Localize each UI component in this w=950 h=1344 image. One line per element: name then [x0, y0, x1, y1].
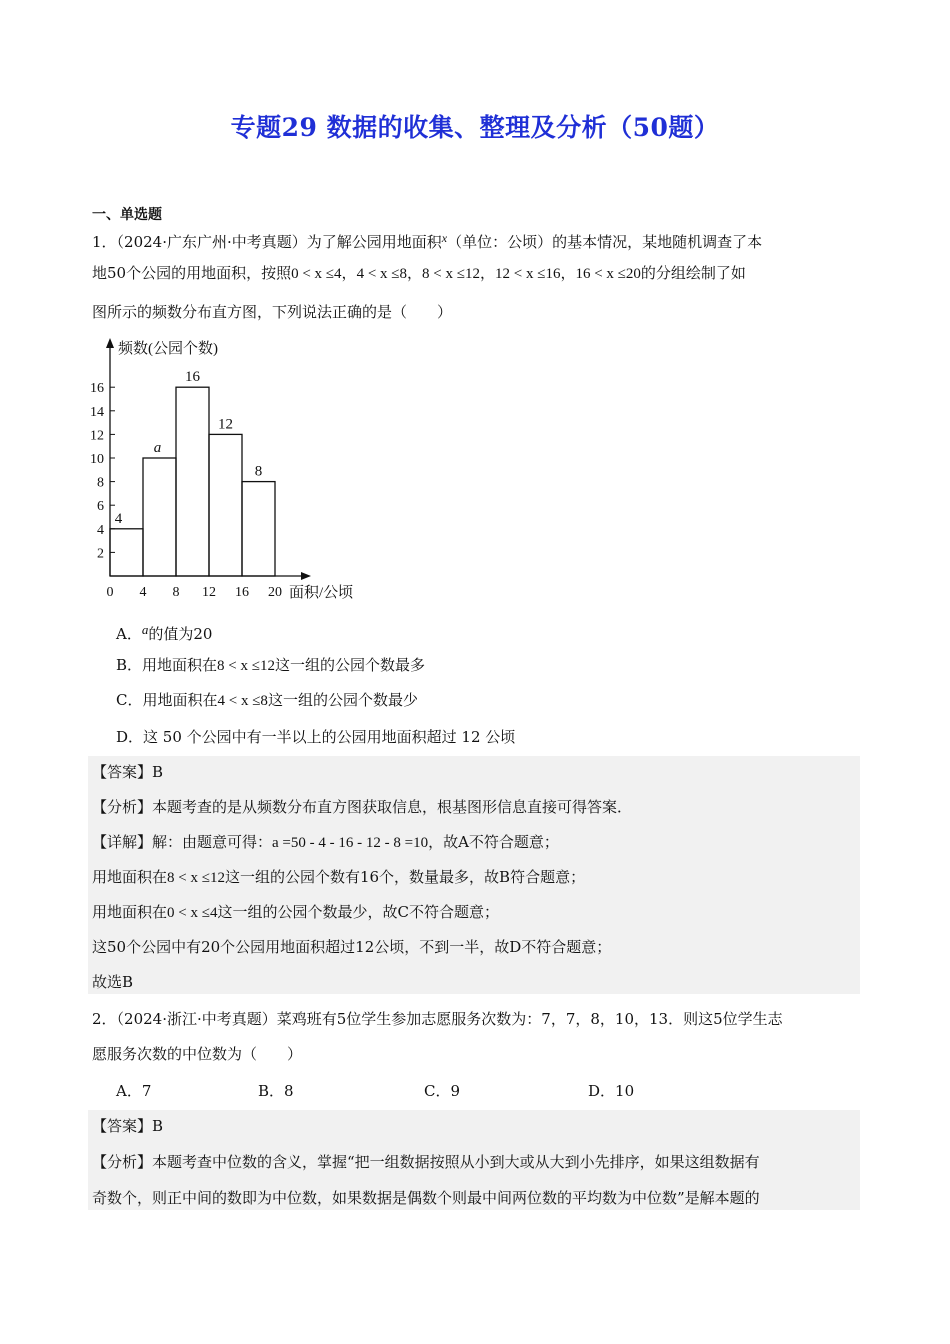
q2-option-b: B．8 — [258, 1082, 294, 1100]
x-tick-label: 16 — [235, 585, 249, 600]
bar-label: 4 — [114, 510, 123, 527]
x-axis-label: 面积/公顷 — [289, 585, 354, 601]
y-tick-label: 4 — [97, 522, 104, 538]
analysis-1: 【分析】本题考查的是从频数分布直方图获取信息，根基图形信息直接可得答案． — [92, 798, 633, 816]
x-tick-label: 0 — [106, 585, 114, 600]
x-tick-label: 20 — [268, 585, 282, 600]
q2-line2: 愿服务次数的中位数为（ ） — [92, 1045, 303, 1063]
q1-line3: 图所示的频数分布直方图，下列说法正确的是（ ） — [92, 303, 453, 321]
q1-line2: 地50个公园的用地面积，按照0 < x ≤4，4 < x ≤8，8 < x ≤12，12 < x ≤16，16 < x ≤20的分组绘制了如 — [92, 264, 746, 282]
analysis-2-line2: 奇数个，则正中间的数即为中位数，如果数据是偶数个则最中间两位数的平均数为中位数”是解本题的 — [92, 1189, 760, 1207]
y-tick-label: 8 — [97, 475, 104, 491]
option-a: A．a的值为20 — [116, 622, 213, 643]
range-5: 16 < x ≤20 — [575, 266, 641, 282]
bar-label: 16 — [185, 369, 200, 386]
detail-2: 用地面积在8 < x ≤12这一组的公园个数有16个，数量最多，故B符合题意； — [92, 868, 586, 886]
range-1: 0 < x ≤4 — [291, 266, 342, 282]
bar-label: 8 — [254, 463, 263, 480]
bar-label: 12 — [218, 416, 233, 433]
x-tick-label: 12 — [202, 585, 216, 600]
section-heading: 一、单选题 — [92, 207, 162, 223]
y-axis-arrow — [106, 338, 114, 348]
y-tick-label: 16 — [90, 381, 104, 397]
y-axis-label: 频数(公园个数) — [118, 341, 218, 357]
q2-option-c: C．9 — [424, 1082, 461, 1100]
detail-formula: a =50 - 4 - 16 - 12 - 8 =10 — [272, 835, 429, 851]
histogram-bar — [242, 482, 275, 576]
y-tick-label: 10 — [90, 452, 104, 467]
y-tick-label: 14 — [90, 404, 104, 420]
x-axis-arrow — [301, 572, 311, 580]
range-3: 8 < x ≤12 — [422, 266, 480, 282]
analysis-2-line1: 【分析】本题考查中位数的含义，掌握“把一组数据按照从小到大或从大到小先排序，如果这组数据有 — [92, 1153, 760, 1171]
q2-option-d: D．10 — [588, 1082, 635, 1100]
q1-line1: 1．（2024·广东广州·中考真题）为了解公园用地面积$^x$（单位：公顷）的基本情况，某地随机调查了本 — [92, 231, 763, 251]
range-4: 12 < x ≤16 — [495, 266, 561, 282]
option-d: D．这 50 个公园中有一半以上的公园用地面积超过 12 公顷 — [116, 728, 516, 746]
x-tick-label: 8 — [172, 585, 180, 600]
q2-option-a: A．7 — [116, 1082, 152, 1100]
histogram-chart — [84, 334, 384, 608]
detail-3: 用地面积在0 < x ≤4这一组的公园个数最少，故C不符合题意； — [92, 903, 499, 921]
detail-4: 这50个公园中有20个公园用地面积超过12公顷，不到一半，故D不符合题意； — [92, 938, 612, 956]
bar-label: a — [153, 440, 162, 456]
detail-1: 【详解】解：由题意可得：a =50 - 4 - 16 - 12 - 8 =10，故A不符合题意； — [92, 833, 559, 851]
histogram-bar — [143, 458, 176, 576]
range-2: 4 < x ≤8 — [356, 266, 408, 282]
histogram-bar — [176, 387, 209, 576]
answer-2: 【答案】B — [92, 1117, 164, 1135]
option-b: B．用地面积在8 < x ≤12这一组的公园个数最多 — [116, 656, 425, 674]
answer-1: 【答案】B — [92, 763, 164, 781]
option-c: C．用地面积在4 < x ≤8这一组的公园个数最少 — [116, 691, 418, 709]
y-tick-label: 2 — [97, 546, 104, 562]
detail-5: 故选B — [92, 973, 134, 991]
histogram-bar — [209, 434, 242, 576]
page-title: 专题29 数据的收集、整理及分析（50题） — [230, 113, 720, 142]
q2-line1: 2．（2024·浙江·中考真题）菜鸡班有5位学生参加志愿服务次数为：7，7，8，10，13．则这5位学生志 — [92, 1010, 783, 1028]
x-tick-label: 4 — [139, 585, 147, 600]
y-tick-label: 6 — [97, 499, 104, 515]
y-tick-label: 12 — [90, 428, 104, 444]
